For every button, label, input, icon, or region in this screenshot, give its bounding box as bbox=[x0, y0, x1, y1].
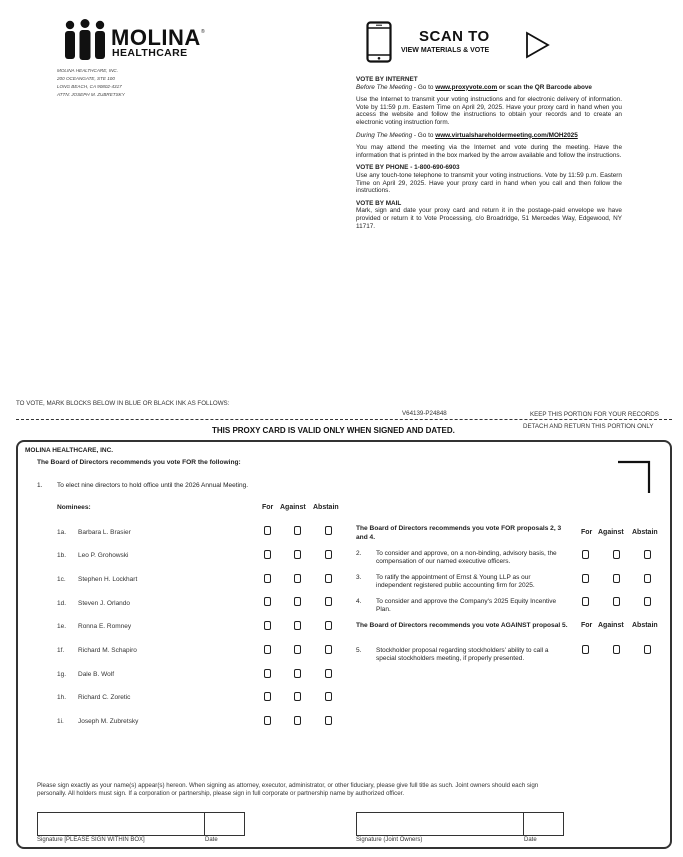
internet-mid: - Go to bbox=[412, 83, 436, 91]
checkbox-2-for[interactable] bbox=[582, 550, 589, 559]
checkbox-1b-for[interactable] bbox=[264, 550, 271, 559]
nominee-name: Dale B. Wolf bbox=[78, 671, 115, 678]
col-abstain-header-right: Abstain bbox=[632, 529, 658, 536]
col-abstain-header: Abstain bbox=[313, 504, 339, 511]
checkbox-1i-abstain[interactable] bbox=[325, 716, 332, 725]
checkbox-3-against[interactable] bbox=[613, 574, 620, 583]
nominee-name: Steven J. Orlando bbox=[78, 600, 131, 607]
checkbox-1a-for[interactable] bbox=[264, 526, 271, 535]
checkbox-5-abstain[interactable] bbox=[644, 645, 651, 654]
mail-title: VOTE BY MAIL bbox=[356, 199, 402, 207]
phone-body: Use any touch-tone telephone to transmit your voting instructions. Vote by 11:59 p.m. Eastern Time on April 29, 2025. Have your proxy card in hand when you call and then follow the instructions. bbox=[356, 171, 622, 195]
joint-date-box[interactable] bbox=[523, 812, 564, 836]
address-line: 200 OCEANGATE, STE 100 bbox=[57, 76, 115, 81]
nominee-number: 1h. bbox=[57, 694, 67, 701]
logo-registered-mark: ® bbox=[201, 29, 205, 35]
scan-subtitle: VIEW MATERIALS & VOTE bbox=[401, 47, 490, 54]
item1-number: 1. bbox=[37, 482, 43, 489]
checkbox-1e-for[interactable] bbox=[264, 621, 271, 630]
keep-portion-label: KEEP THIS PORTION FOR YOUR RECORDS bbox=[530, 411, 659, 418]
nominee-number: 1f. bbox=[57, 647, 65, 654]
checkbox-5-against[interactable] bbox=[613, 645, 620, 654]
detach-label: DETACH AND RETURN THIS PORTION ONLY bbox=[523, 423, 654, 430]
signing-instructions: Please sign exactly as your name(s) appear(s) hereon. When signing as attorney, executor, administrator, or other fiduciary, please give full title as such. Joint owners should each sign personally. All holders must sign. If a corporation or partnership, please sign in full corporate or partnership name by authorized officer. bbox=[37, 782, 539, 797]
item1-text: To elect nine directors to hold office until the 2026 Annual Meeting. bbox=[57, 482, 249, 489]
phone-title: VOTE BY PHONE - 1-800-690-6903 bbox=[356, 164, 460, 172]
checkbox-1g-against[interactable] bbox=[294, 669, 301, 678]
col-against-header-right: Against bbox=[598, 529, 624, 536]
joint-signature-box[interactable] bbox=[356, 812, 524, 836]
nominee-name: Richard C. Zoretic bbox=[78, 694, 131, 701]
nominee-name: Barbara L. Brasier bbox=[78, 529, 131, 536]
internet-body: Use the Internet to transmit your voting instructions and for electronic delivery of information. Vote by 11:59 p.m. Eastern Time on April 29, 2025. Have your proxy card in hand when you access the website and follow the instructions to obtain your records and to create an electronic voting instruction form. bbox=[356, 96, 622, 126]
internet-line bbox=[356, 84, 622, 92]
checkbox-1a-against[interactable] bbox=[294, 526, 301, 535]
address-line: MOLINA HEALTHCARE, INC. bbox=[57, 68, 119, 73]
checkbox-1a-abstain[interactable] bbox=[325, 526, 332, 535]
checkbox-1f-abstain[interactable] bbox=[325, 645, 332, 654]
voting-instructions bbox=[356, 76, 622, 230]
nominee-number: 1a. bbox=[57, 529, 67, 536]
checkbox-1b-against[interactable] bbox=[294, 550, 301, 559]
internet-title: VOTE BY INTERNET bbox=[356, 76, 418, 83]
card-company: MOLINA HEALTHCARE, INC. bbox=[25, 447, 114, 454]
phone-icon bbox=[366, 21, 392, 63]
col-for-header: For bbox=[262, 504, 274, 511]
checkbox-1c-against[interactable] bbox=[294, 574, 301, 583]
virtual-meeting-link[interactable]: www.virtualshareholdermeeting.com/MOH2025 bbox=[435, 131, 578, 139]
proposal-number: 2. bbox=[356, 550, 362, 557]
proposal-text: Stockholder proposal regarding stockholders' ability to call a special stockholders meeting, if properly presented. bbox=[376, 647, 549, 662]
during-line bbox=[356, 132, 622, 140]
date-box[interactable] bbox=[204, 812, 245, 836]
nominee-number: 1i. bbox=[57, 718, 64, 725]
checkbox-1d-abstain[interactable] bbox=[325, 597, 332, 606]
col-against-header-5: Against bbox=[598, 622, 624, 629]
nominee-name: Joseph M. Zubretsky bbox=[78, 718, 139, 725]
address-line: ATTN: JOSEPH M. ZUBRETSKY bbox=[57, 92, 125, 97]
control-code: V64139-P24848 bbox=[402, 410, 447, 417]
proposal-text: To ratify the appointment of Ernst & Young LLP as our independent registered public accounting firm for 2025. bbox=[376, 574, 535, 589]
checkbox-1b-abstain[interactable] bbox=[325, 550, 332, 559]
signature-box[interactable] bbox=[37, 812, 205, 836]
nominees-label: Nominees: bbox=[57, 504, 91, 511]
checkbox-3-for[interactable] bbox=[582, 574, 589, 583]
joint-date-label: Date bbox=[524, 837, 537, 843]
proxyvote-link[interactable]: www.proxyvote.com bbox=[435, 83, 498, 91]
nominee-number: 1d. bbox=[57, 600, 67, 607]
logo-wordmark-line2: HEALTHCARE bbox=[112, 47, 188, 59]
during-italic: During The Meeting bbox=[356, 131, 413, 139]
col-for-header-right: For bbox=[581, 529, 593, 536]
nominee-number: 1g. bbox=[57, 671, 67, 678]
board-recommend-for: The Board of Directors recommends you vote FOR the following: bbox=[37, 459, 241, 466]
people-logo-icon bbox=[61, 19, 109, 61]
proposal-number: 3. bbox=[356, 574, 362, 581]
proposal-text: To consider and approve, on a non-binding, advisory basis, the compensation of our named executive officers. bbox=[376, 550, 557, 565]
board-recommend-against-5: The Board of Directors recommends you vote AGAINST proposal 5. bbox=[356, 622, 568, 629]
proposal-number: 5. bbox=[356, 647, 362, 654]
checkbox-1e-against[interactable] bbox=[294, 621, 301, 630]
proposal-text: To consider and approve the Company's 2025 Equity Incentive Plan. bbox=[376, 598, 557, 613]
logo-wordmark-line1: MOLINA bbox=[111, 25, 201, 50]
return-address bbox=[57, 67, 125, 99]
checkbox-1f-for[interactable] bbox=[264, 645, 271, 654]
checkbox-1c-for[interactable] bbox=[264, 574, 271, 583]
checkbox-3-abstain[interactable] bbox=[644, 574, 651, 583]
address-line: LONG BEACH, CA 90802-4317 bbox=[57, 84, 122, 89]
scan-title: SCAN TO bbox=[419, 28, 490, 45]
checkbox-4-for[interactable] bbox=[582, 597, 589, 606]
proposal-number: 4. bbox=[356, 598, 362, 605]
checkbox-5-for[interactable] bbox=[582, 645, 589, 654]
board-recommend-234: The Board of Directors recommends you vote FOR proposals 2, 3 and 4. bbox=[356, 525, 562, 541]
mark-instructions: TO VOTE, MARK BLOCKS BELOW IN BLUE OR BLACK INK AS FOLLOWS: bbox=[16, 400, 230, 407]
checkbox-1c-abstain[interactable] bbox=[325, 574, 332, 583]
nominee-number: 1c. bbox=[57, 576, 66, 583]
during-mid: - Go to bbox=[412, 131, 436, 139]
nominee-name: Richard M. Schapiro bbox=[78, 647, 137, 654]
during-body: You may attend the meeting via the Internet and vote during the meeting. Have the information that is printed in the box marked by the arrow available and follow the instructions. bbox=[356, 144, 622, 159]
nominee-name: Stephen H. Lockhart bbox=[78, 576, 138, 583]
col-against-header: Against bbox=[280, 504, 306, 511]
nominee-number: 1b. bbox=[57, 552, 67, 559]
mail-body: Mark, sign and date your proxy card and return it in the postage-paid envelope we have provided or return it to Vote Processing, c/o Broadridge, 51 Mercedes Way, Edgewood, NY 11717. bbox=[356, 207, 622, 230]
checkbox-1i-against[interactable] bbox=[294, 716, 301, 725]
date-label: Date bbox=[205, 837, 218, 843]
checkbox-1g-for[interactable] bbox=[264, 669, 271, 678]
internet-end: or scan the QR Barcode above bbox=[497, 83, 592, 91]
scan-block bbox=[366, 21, 556, 65]
joint-signature-label: Signature (Joint Owners) bbox=[356, 837, 423, 843]
checkbox-1d-for[interactable] bbox=[264, 597, 271, 606]
checkbox-1f-against[interactable] bbox=[294, 645, 301, 654]
corner-mark bbox=[617, 460, 651, 494]
checkbox-1h-against[interactable] bbox=[294, 692, 301, 701]
validity-notice: THIS PROXY CARD IS VALID ONLY WHEN SIGNED AND DATED. bbox=[212, 426, 455, 435]
checkbox-1d-against[interactable] bbox=[294, 597, 301, 606]
checkbox-1i-for[interactable] bbox=[264, 716, 271, 725]
checkbox-1e-abstain[interactable] bbox=[325, 621, 332, 630]
checkbox-4-abstain[interactable] bbox=[644, 597, 651, 606]
checkbox-1h-for[interactable] bbox=[264, 692, 271, 701]
col-abstain-header-5: Abstain bbox=[632, 622, 658, 629]
checkbox-2-abstain[interactable] bbox=[644, 550, 651, 559]
company-logo bbox=[61, 19, 221, 63]
checkbox-1h-abstain[interactable] bbox=[325, 692, 332, 701]
signature-label: Signature [PLEASE SIGN WITHIN BOX] bbox=[37, 837, 145, 843]
checkbox-1g-abstain[interactable] bbox=[325, 669, 332, 678]
play-arrow-icon bbox=[525, 31, 551, 59]
nominee-number: 1e. bbox=[57, 623, 67, 630]
checkbox-2-against[interactable] bbox=[613, 550, 620, 559]
col-for-header-5: For bbox=[581, 622, 593, 629]
nominee-name: Ronna E. Romney bbox=[78, 623, 132, 630]
tear-line bbox=[16, 419, 672, 420]
internet-italic: Before The Meeting bbox=[356, 83, 413, 91]
checkbox-4-against[interactable] bbox=[613, 597, 620, 606]
nominee-name: Leo P. Grohowski bbox=[78, 552, 129, 559]
